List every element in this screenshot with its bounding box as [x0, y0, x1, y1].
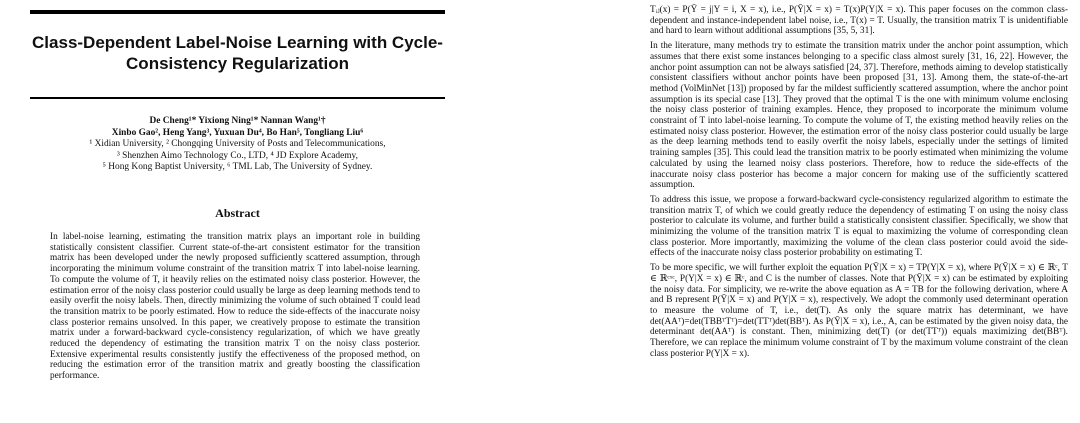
title-bottom-rule [30, 97, 445, 99]
affiliations-line-3: ⁵ Hong Kong Baptist University, ⁶ TML Lab, The University of Sydney. [102, 162, 373, 172]
paragraph-3: To address this issue, we propose a forward-backward cycle-consistency regularized algorithm to estimate the transition matrix T, of which we could greatly reduce the dependency of estimating T on using the noisy class posterior to calculate its volume, and further build a statistically consistent classifier. Specifically, we show that minimizing the volume of the transition matrix T is equal to maximizing the volume of corresponding clean class posterior. More importantly, maximizing the volume of the clean class posterior could avoid the side-effects of the inaccurate noisy class posterior probability on estimating T. [650, 194, 1068, 259]
abstract-text: In label-noise learning, estimating the transition matrix plays an important role in building statistically consistent classifier. Current state-of-the-art consistent estimator for the transition matrix has been developed under the newly proposed sufficiently scattered assumption, through incorporating the minimum volume constraint of the transition matrix T into label-noise learning. To compute the volume of T, it heavily relies on the estimated noisy class posterior. However, the estimation error of the noisy class posterior could usually be large as deep learning methods tend to easily overfit the noisy labels. Then, directly minimizing the volume of such obtained T could lead the transition matrix to be poorly estimated. How to reduce the side-effects of the inaccurate noisy class posterior remains unsolved. In this paper, we creatively propose to estimate the transition matrix under a forward-backward cycle-consistency regularization, of which we have greatly reduced the dependency of estimating the transition matrix T on the noisy class posterior. Extensive experimental results consistently justify the effectiveness of the proposed method, on reducing the estimation error of the transition matrix and greatly boosting the classification performance. [50, 232, 420, 382]
authors-line-1: De Cheng¹* Yixiong Ning¹* Nannan Wang¹† [149, 116, 326, 126]
paper-title: Class-Dependent Label-Noise Learning with Cycle-Consistency Regularization [32, 33, 443, 73]
abstract-heading: Abstract [215, 206, 260, 220]
right-page [545, 0, 1080, 423]
paragraph-2: In the literature, many methods try to estimate the transition matrix under the anchor point assumption, which assumes that there exist some instances belonging to a specific class almost surely [31, 16, 22]. However, the anchor point assumption can not be always satisfied [24, 37]. Therefore, methods aiming to develop statistically consistent classifiers without anchor points have been proposed [31, 13]. Among them, the state-of-the-art method (VolMinNet [13]) proposed by far the mildest sufficiently scattered assumption, where the anchor point assumption is its special case [13]. They proved that the optimal T is the one with minimum volume enclosing the noisy class posterior of training examples. Hence, they proposed to incorporate the minimum volume constraint of T into label-noise learning. To compute the volume of T, the existing method heavily relies on the estimated noisy class posterior. However, the estimation error of the noisy class posterior could usually be large as the deep learning methods tend to easily overfit the noisy labels, especially under the settings of limited training samples [35]. This could lead the transition matrix to be poorly estimated when minimizing the volume calculated by using the learned noisy class posteriors. Therefore, how to reduce the side-effects of the inaccurate noisy class posterior has become a major concern for making use of the sufficiently scattered assumption. [650, 41, 1068, 191]
intro-column [650, 5, 1068, 364]
paragraph-4: To be more specific, we will further exploit the equation P(Ȳ|X = x) = TP(Y|X = x), where P(Ȳ|X = x) ∈ ℝᶜ, T ∈ ℝᶜˣᶜ, P(Y|X = x) ∈ ℝᶜ, and C is the number of classes. Note that P(Ȳ|X = x) can be estimated by exploiting the noisy data. For simplicity, we re-write the above equation as A = TB for the following derivation, where A and B represent P(Ȳ|X = x) and P(Y|X = x), respectively. We adopt the commonly used determinant operation to measure the volume of T, i.e., det(T). As only the square matrix has determinant, we have det(AAᵀ)=det(TBBᵀTᵀ)=det(TTᵀ)det(BBᵀ). As P(Ȳ|X = x), i.e., A, can be estimated by the given noisy data, the determinant det(AAᵀ) is constant. Then, minimizing det(T) (or det(TTᵀ)) equals maximizing det(BBᵀ). Therefore, we can replace the minimum volume constraint of T by the maximum volume constraint of the clean class posterior P(Y|X = x). [650, 263, 1068, 359]
left-page [0, 0, 535, 423]
page-gap [535, 0, 545, 423]
title-top-rule [30, 10, 445, 14]
author-block [30, 116, 445, 174]
affiliations-line-2: ³ Shenzhen Aimo Technology Co., LTD, ⁴ JD Explore Academy, [117, 150, 358, 161]
authors-line-2: Xinbo Gao², Heng Yang³, Yuxuan Du⁴, Bo Han⁵, Tongliang Liu⁶ [111, 127, 364, 138]
affiliations-line-1: ¹ Xidian University, ² Chongqing University of Posts and Telecommunications, [89, 139, 386, 149]
paragraph-1: Tᵢⱼ(x) = P(Ȳ = j|Y = i, X = x), i.e., P(Ȳ|X = x) = T(x)P(Y|X = x). This paper focuses on the common class-dependent and instance-independent label noise, i.e., T(x) = T. Usually, the transition matrix T is unidentifiable and hard to learn without additional assumptions [35, 5, 31]. [650, 5, 1068, 37]
